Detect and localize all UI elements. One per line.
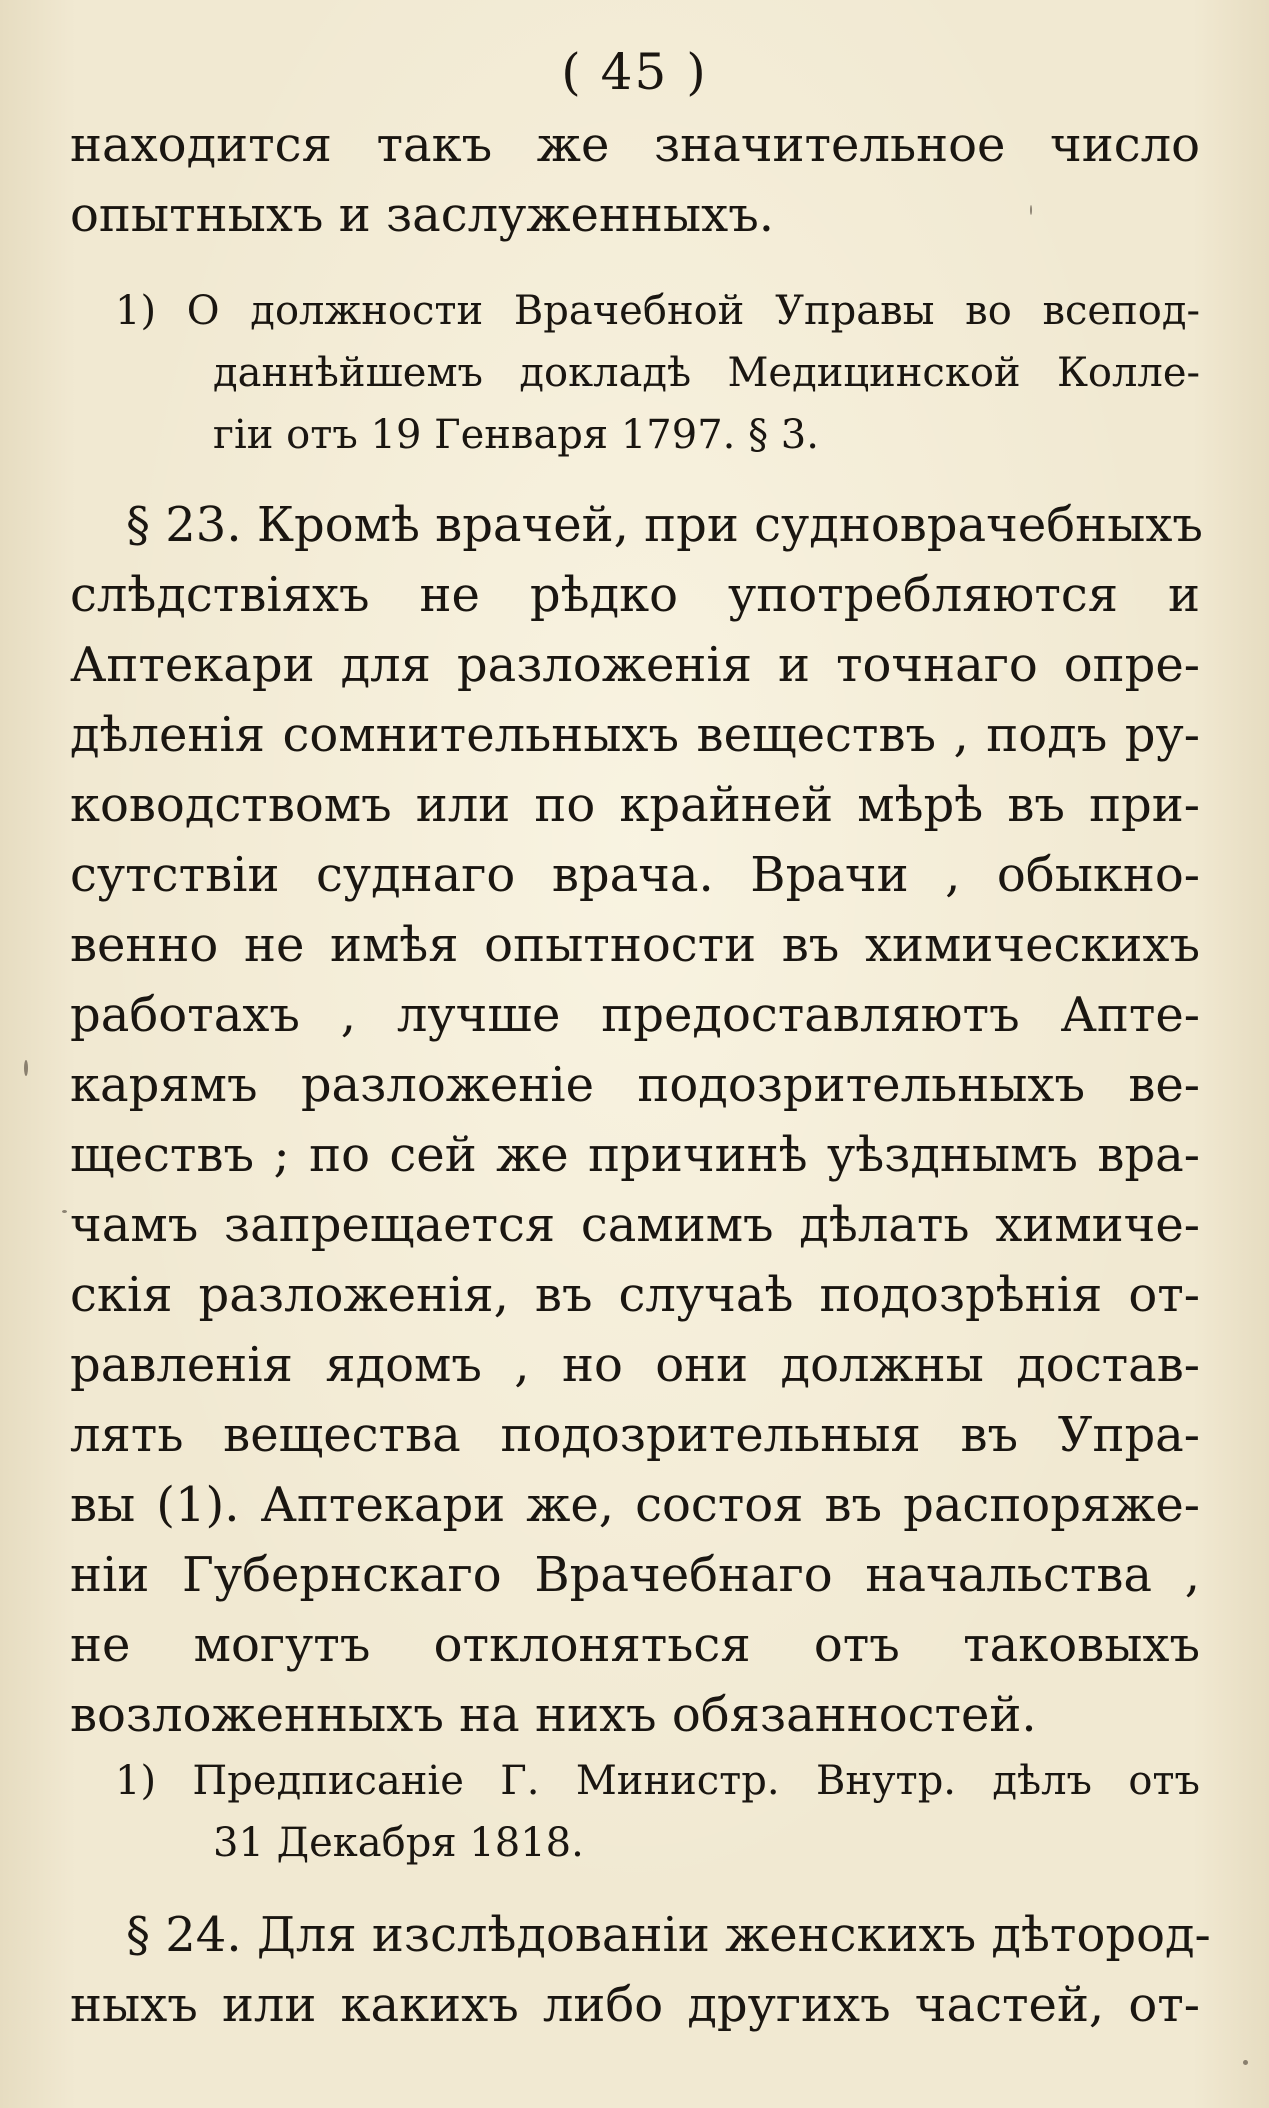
paper-speck — [1030, 205, 1032, 215]
text-line: ководствомъ или по крайней мѣрѣ въ при- — [70, 777, 1200, 833]
text-line: Аптекари для разложенія и точнаго опре- — [70, 637, 1200, 693]
footnote-line: 1) Предписаніе Г. Министр. Внутр. дѣлъ отъ — [115, 1758, 1200, 1804]
text-line: вы (1). Аптекари же, состоя въ распоряже- — [70, 1477, 1200, 1533]
text-line: сутствіи суднаго врача. Врачи , обыкно- — [70, 847, 1200, 903]
text-line: не могутъ отклоняться отъ таковыхъ — [70, 1617, 1200, 1673]
text-line: дѣленія сомнительныхъ веществъ , подъ ру- — [70, 707, 1200, 763]
footnote-1 — [115, 280, 1200, 466]
footnote-line: даннѣйшемъ докладѣ Медицинской Колле- — [213, 350, 1200, 396]
text-line: § 24. Для изслѣдованіи женскихъ дѣтород- — [126, 1907, 1211, 1963]
text-line: лять вещества подозрительныя въ Упра- — [70, 1407, 1200, 1463]
section-23 — [70, 490, 1203, 1750]
footnote-2 — [115, 1750, 1200, 1874]
text-line: ніи Губернскаго Врачебнаго начальства , — [70, 1547, 1200, 1603]
text-line: работахъ , лучше предоставляютъ Апте- — [70, 987, 1200, 1043]
text-line: ныхъ или какихъ либо другихъ частей, от- — [70, 1977, 1200, 2033]
paper-speck — [1243, 2060, 1248, 2065]
section-24 — [70, 1900, 1211, 2040]
text-line: § 23. Кромѣ врачей, при судноврачебныхъ — [126, 497, 1203, 553]
text-line: опытныхъ и заслуженныхъ. — [70, 187, 774, 243]
text-line: чамъ запрещается самимъ дѣлать химиче- — [70, 1197, 1200, 1253]
footnote-line: 1) О должности Врачебной Управы во всепод- — [115, 288, 1200, 334]
page-number: ( 45 ) — [561, 43, 708, 101]
paper-speck — [62, 1210, 67, 1213]
text-line: карямъ разложеніе подозрительныхъ ве- — [70, 1057, 1200, 1113]
footnote-line: 31 Декабря 1818. — [213, 1820, 584, 1866]
paper-speck — [24, 1060, 28, 1076]
text-line: возложенныхъ на нихъ обязанностей. — [70, 1687, 1037, 1743]
text-line: находится такъ же значительное число — [70, 117, 1200, 173]
text-line: венно не имѣя опытности въ химическихъ — [70, 917, 1200, 973]
text-line: равленія ядомъ , но они должны достав- — [70, 1337, 1200, 1393]
footnote-line: гіи отъ 19 Генваря 1797. § 3. — [213, 412, 819, 458]
text-line: слѣдствіяхъ не рѣдко употребляются и — [70, 567, 1200, 623]
text-line: ществъ ; по сей же причинѣ уѣзднымъ вра- — [70, 1127, 1200, 1183]
paragraph-continuation — [70, 110, 1200, 250]
text-line: скія разложенія, въ случаѣ подозрѣнія от- — [70, 1267, 1200, 1323]
